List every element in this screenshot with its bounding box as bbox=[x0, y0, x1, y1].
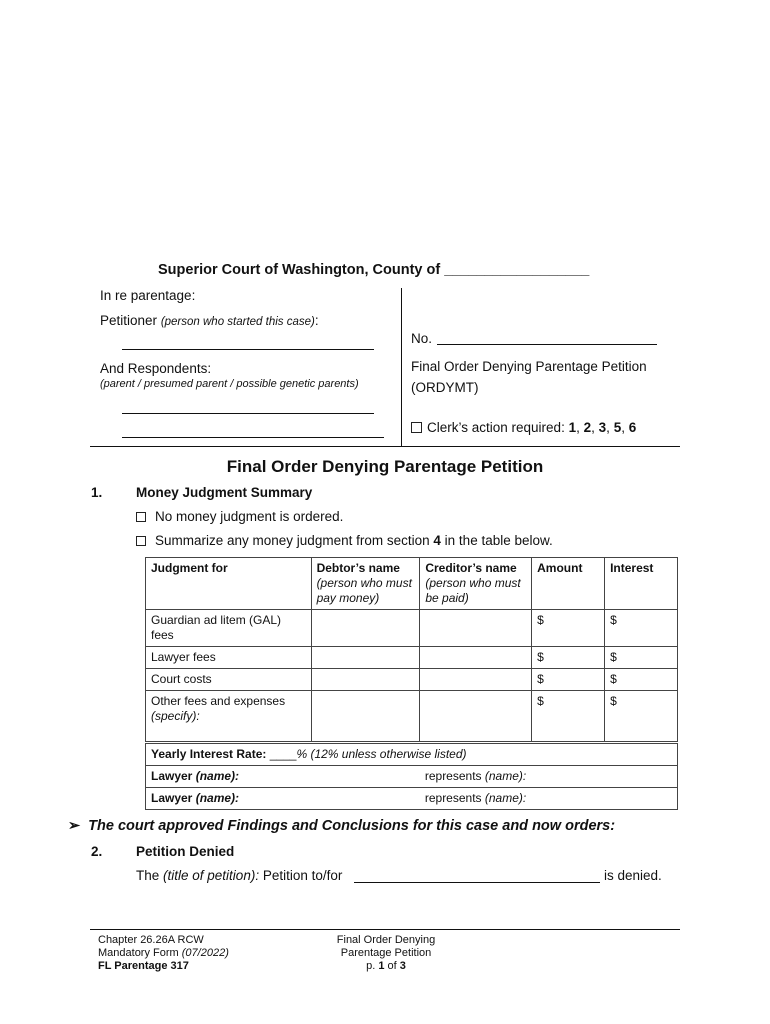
respondents-label: And Respondents: bbox=[100, 361, 212, 376]
table-row bbox=[146, 669, 678, 691]
lawyer-label: Lawyer bbox=[151, 769, 193, 783]
petitioner-name-line[interactable] bbox=[122, 349, 374, 350]
summarize-section-number: 4 bbox=[433, 533, 441, 548]
footer-rule bbox=[90, 929, 680, 930]
footer-page-num: 1 bbox=[378, 960, 385, 972]
header-creditor-name: Creditor’s name bbox=[425, 561, 517, 575]
footer-page bbox=[311, 960, 461, 973]
creditor-cell[interactable] bbox=[420, 691, 532, 743]
yearly-rate-blank[interactable]: ____ bbox=[269, 747, 297, 761]
county-blank: __________________ bbox=[444, 262, 590, 278]
clerk-action-num-3: 3 bbox=[598, 420, 607, 435]
footer-left bbox=[98, 934, 229, 973]
petition-title-line[interactable] bbox=[354, 882, 600, 883]
court-title bbox=[158, 262, 589, 278]
no-judgment-checkbox[interactable] bbox=[136, 512, 146, 522]
footer-mandatory bbox=[98, 947, 229, 960]
table-header-row bbox=[146, 558, 678, 610]
row-label-other bbox=[146, 691, 312, 743]
yearly-rate-label: Yearly Interest Rate: bbox=[151, 747, 267, 761]
footer-page-pre: p. bbox=[366, 960, 376, 972]
interest-cell[interactable]: $ bbox=[605, 647, 678, 669]
footer-title-2: Parentage Petition bbox=[340, 947, 432, 959]
interest-cell[interactable]: $ bbox=[605, 691, 678, 743]
lawyer-row bbox=[146, 788, 678, 810]
header-debtor bbox=[311, 558, 420, 610]
footer-page-total: 3 bbox=[399, 960, 406, 972]
amount-cell[interactable]: $ bbox=[532, 610, 605, 647]
row-label-hint: (specify): bbox=[151, 709, 200, 723]
petitioner-label bbox=[100, 313, 319, 328]
clerk-action-num-5: 5 bbox=[613, 420, 622, 435]
clerk-action: Clerk’s action required: 1, 2, 3, 5, 6 bbox=[411, 420, 636, 435]
respondent-name-line-2[interactable] bbox=[122, 437, 384, 438]
row-label: Lawyer fees bbox=[146, 647, 312, 669]
section-2-title: Petition Denied bbox=[136, 844, 235, 859]
petitioner-colon: : bbox=[314, 313, 319, 328]
orders-intro-text: The court approved Findings and Conclusions for this case and now orders: bbox=[88, 818, 616, 834]
section-1-number: 1. bbox=[91, 485, 103, 500]
option-no-judgment[interactable] bbox=[136, 509, 343, 524]
amount-cell[interactable]: $ bbox=[532, 669, 605, 691]
summarize-label-post: in the table below. bbox=[444, 533, 553, 548]
amount-cell[interactable]: $ bbox=[532, 647, 605, 669]
clerk-action-label: Clerk’s action required: bbox=[427, 420, 565, 435]
debtor-cell[interactable] bbox=[311, 647, 420, 669]
row-label: Guardian ad litem (GAL) fees bbox=[146, 610, 312, 647]
caption-divider bbox=[401, 288, 402, 447]
lawyer-cell[interactable] bbox=[146, 766, 420, 788]
footer-form-number: FL Parentage 317 bbox=[98, 960, 189, 972]
petition-text-pre: The bbox=[136, 868, 160, 883]
footer-mandatory-date: (07/2022) bbox=[181, 947, 229, 959]
petition-text-hint: (title of petition): bbox=[163, 868, 260, 883]
lawyer-cell[interactable] bbox=[146, 788, 420, 810]
case-number-label: No. bbox=[411, 331, 433, 346]
header-debtor-hint: (person who must pay money) bbox=[316, 576, 412, 605]
document-heading: Final Order Denying Parentage Petition bbox=[226, 457, 544, 476]
respondent-name-line-1[interactable] bbox=[122, 413, 374, 414]
header-creditor bbox=[420, 558, 532, 610]
table-row bbox=[146, 610, 678, 647]
footer-chapter: Chapter 26.26A RCW bbox=[98, 934, 204, 946]
no-judgment-label: No money judgment is ordered. bbox=[155, 509, 344, 524]
arrow-bullet-icon: ➢ bbox=[68, 818, 81, 834]
option-summarize[interactable] bbox=[136, 533, 553, 548]
yearly-rate-cell[interactable] bbox=[146, 743, 678, 766]
footer-title-1: Final Order Denying bbox=[336, 934, 436, 946]
creditor-cell[interactable] bbox=[420, 669, 532, 691]
orders-intro bbox=[68, 818, 615, 834]
form-title-right: Final Order Denying Parentage Petition bbox=[411, 359, 647, 374]
lawyer-hint: (name): bbox=[195, 791, 240, 805]
represents-hint: (name): bbox=[484, 791, 527, 805]
clerk-action-num-1: 1 bbox=[568, 420, 577, 435]
header-amount: Amount bbox=[532, 558, 605, 610]
section-2-number: 2. bbox=[91, 844, 103, 859]
header-interest: Interest bbox=[605, 558, 678, 610]
petitioner-hint: (person who started this case) bbox=[160, 316, 315, 328]
represents-label: represents bbox=[424, 769, 482, 783]
header-judgment-for: Judgment for bbox=[146, 558, 312, 610]
money-judgment-table bbox=[145, 557, 678, 810]
header-creditor-hint: (person who must be paid) bbox=[425, 576, 521, 605]
case-number-line[interactable] bbox=[437, 344, 657, 345]
lawyer-hint: (name): bbox=[195, 769, 240, 783]
represents-hint: (name): bbox=[484, 769, 527, 783]
footer-page-mid: of bbox=[387, 960, 397, 972]
row-label: Other fees and expenses bbox=[151, 694, 286, 708]
petition-text-mid: Petition to/for bbox=[262, 868, 343, 883]
table-row bbox=[146, 647, 678, 669]
creditor-cell[interactable] bbox=[420, 647, 532, 669]
lawyer-row bbox=[146, 766, 678, 788]
petitioner-text: Petitioner bbox=[100, 313, 158, 328]
caption-bottom-rule bbox=[90, 446, 680, 447]
represents-cell[interactable] bbox=[420, 788, 678, 810]
creditor-cell[interactable] bbox=[420, 610, 532, 647]
table-row bbox=[146, 691, 678, 743]
lawyer-label: Lawyer bbox=[151, 791, 193, 805]
debtor-cell[interactable] bbox=[311, 669, 420, 691]
petition-text-post: is denied. bbox=[604, 868, 662, 883]
footer-center bbox=[311, 934, 461, 973]
in-re-label: In re parentage: bbox=[100, 288, 196, 303]
debtor-cell[interactable] bbox=[311, 691, 420, 743]
form-code: (ORDYMT) bbox=[411, 380, 479, 395]
clerk-action-checkbox[interactable] bbox=[411, 422, 422, 433]
yearly-rate-suffix: % (12% unless otherwise listed) bbox=[296, 747, 467, 761]
footer-mandatory-text: Mandatory Form bbox=[98, 947, 179, 959]
interest-cell[interactable]: $ bbox=[605, 610, 678, 647]
amount-cell[interactable]: $ bbox=[532, 691, 605, 743]
header-debtor-name: Debtor’s name bbox=[316, 561, 400, 575]
clerk-action-num-2: 2 bbox=[583, 420, 592, 435]
represents-cell[interactable] bbox=[420, 766, 678, 788]
interest-cell[interactable]: $ bbox=[605, 669, 678, 691]
section-1-title: Money Judgment Summary bbox=[136, 485, 313, 500]
summarize-checkbox[interactable] bbox=[136, 536, 146, 546]
petition-denied-text bbox=[136, 868, 342, 883]
yearly-rate-row bbox=[146, 743, 678, 766]
represents-label: represents bbox=[424, 791, 482, 805]
respondents-hint: (parent / presumed parent / possible genetic parents) bbox=[100, 378, 359, 390]
court-title-text: Superior Court of Washington, County of bbox=[158, 262, 441, 278]
clerk-action-num-6: 6 bbox=[628, 420, 637, 435]
debtor-cell[interactable] bbox=[311, 610, 420, 647]
summarize-label-pre: Summarize any money judgment from section bbox=[155, 533, 430, 548]
row-label: Court costs bbox=[146, 669, 312, 691]
